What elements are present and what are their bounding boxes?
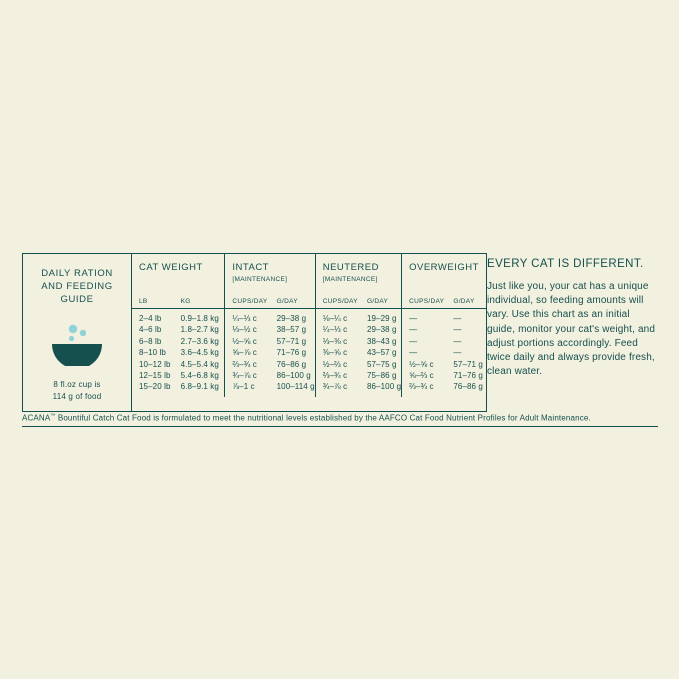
table-unit-header-row: [132, 298, 486, 309]
footnote-wrapper: [22, 407, 658, 427]
cell-kg: 5.4–6.8 kg: [180, 370, 219, 380]
cell-intact-g: 57–71 g: [276, 336, 307, 346]
header-overweight: [402, 254, 486, 298]
table-row: [132, 336, 486, 347]
cell-overweight-g: 57–71 g: [453, 359, 483, 369]
brand-name: ACANA: [22, 413, 51, 423]
cell-neutered-cups: ¼–⅓ c: [315, 324, 360, 335]
cell-neutered-cups: ⅜–⅝ c: [315, 347, 360, 358]
unit-neutered-g: G/DAY: [360, 298, 402, 309]
cell-intact-cups: ¼–⅓ c: [225, 309, 270, 325]
cell-kg: 4.5–5.4 kg: [180, 359, 219, 369]
cell-neutered-cups: ⅔–¾ c: [315, 370, 360, 381]
trademark-symbol: ™: [50, 413, 56, 419]
header-overweight-label: OVERWEIGHT: [409, 262, 479, 273]
table-row: [132, 370, 486, 381]
cell-neutered-g: 43–57 g: [366, 348, 397, 358]
unit-overweight-g: G/DAY: [446, 298, 486, 309]
cell-overweight-cups: ½–⅝ c: [402, 358, 447, 369]
cell-kg: 1.8–2.7 kg: [180, 325, 219, 335]
header-cat-weight: CAT WEIGHT: [139, 262, 203, 273]
right-panel-title: EVERY CAT IS DIFFERENT.: [487, 258, 644, 270]
table-row: [132, 324, 486, 335]
cell-overweight-cups: —: [402, 324, 447, 335]
cell-lb: 4–6 lb: [139, 325, 162, 335]
cat-food-bowl-icon: [46, 322, 108, 366]
cup-caption-line2: 114 g of food: [52, 392, 102, 402]
header-intact-label: INTACT: [232, 262, 269, 273]
cell-intact-g: 38–57 g: [276, 325, 307, 335]
cell-overweight-cups: ⅔–¾ c: [402, 381, 447, 397]
cell-lb: 15–20 lb: [139, 382, 171, 392]
cell-overweight-g: —: [453, 325, 462, 335]
cell-overweight-g: —: [453, 336, 462, 346]
cell-neutered-cups: ⅓–⅜ c: [315, 336, 360, 347]
cell-intact-g: 100–114 g: [276, 382, 315, 392]
cell-overweight-cups: —: [402, 336, 447, 347]
cell-neutered-g: 29–38 g: [366, 325, 397, 335]
daily-ration-panel: [22, 253, 132, 412]
cell-intact-cups: ⅓–½ c: [225, 324, 270, 335]
unit-lb: LB: [132, 298, 174, 309]
cell-overweight-g: 71–76 g: [453, 370, 483, 380]
table-row: [132, 309, 486, 325]
table-row: [132, 358, 486, 369]
cell-neutered-g: 38–43 g: [366, 336, 397, 346]
header-neutered: [315, 254, 401, 298]
cell-kg: 2.7–3.6 kg: [180, 336, 219, 346]
cell-lb: 6–8 lb: [139, 336, 162, 346]
cell-neutered-g: 86–100 g: [366, 382, 402, 392]
cell-lb: 12–15 lb: [139, 370, 171, 380]
cell-overweight-cups: —: [402, 309, 447, 325]
cell-intact-g: 71–76 g: [276, 348, 307, 358]
table-row: [132, 347, 486, 358]
aafco-statement-text: Bountiful Catch Cat Food is formulated to meet the nutritional levels established by the AAFCO Cat Food Nutrient Profiles for Adult Maintenance.: [55, 413, 591, 423]
cell-lb: 8–10 lb: [139, 348, 166, 358]
cell-intact-cups: ¾–⅞ c: [225, 370, 270, 381]
cell-overweight-cups: —: [402, 347, 447, 358]
cell-intact-g: 29–38 g: [276, 314, 307, 323]
feeding-table: [132, 254, 486, 397]
cell-lb: 10–12 lb: [139, 359, 171, 369]
daily-ration-title: DAILY RATION AND FEEDING GUIDE: [41, 268, 113, 305]
cell-kg: 6.8–9.1 kg: [180, 382, 219, 392]
cell-overweight-g: —: [453, 314, 462, 323]
cell-neutered-cups: ¾–⅞ c: [315, 381, 360, 397]
cell-intact-g: 76–86 g: [276, 359, 307, 369]
cup-caption-line1: 8 fl.oz cup is: [53, 380, 101, 390]
header-intact-sub: [MAINTENANCE]: [232, 275, 288, 283]
cell-intact-g: 86–100 g: [276, 370, 311, 380]
cell-intact-cups: ⅝–⅞ c: [225, 347, 270, 358]
table-row: [132, 381, 486, 397]
unit-neutered-cups: CUPS/DAY: [315, 298, 360, 309]
unit-overweight-cups: CUPS/DAY: [402, 298, 447, 309]
right-panel-body: Just like you, your cat has a unique individual, so feeding amounts will vary. Use this chart as an initial guide, monitor your cat's weight, and adjust portions accordingly. Feed twice daily and always provide fresh, clean water.: [487, 281, 656, 378]
cell-lb: 2–4 lb: [139, 314, 162, 323]
cup-conversion-caption: [31, 379, 123, 402]
header-intact: [225, 254, 315, 298]
table-group-header-row: [132, 254, 486, 298]
cell-kg: 3.6–4.5 kg: [180, 348, 219, 358]
cell-intact-cups: ⅔–¾ c: [225, 358, 270, 369]
aafco-statement: [22, 407, 658, 423]
bowl-illustration-wrap: [31, 322, 123, 366]
unit-intact-cups: CUPS/DAY: [225, 298, 270, 309]
cell-intact-cups: ⅞–1 c: [225, 381, 270, 397]
cell-overweight-g: —: [453, 348, 462, 358]
cell-neutered-cups: ½–⅔ c: [315, 358, 360, 369]
feeding-table-wrapper: [132, 253, 487, 412]
cell-neutered-g: 57–75 g: [366, 359, 397, 369]
header-neutered-label: NEUTERED: [322, 262, 379, 273]
unit-kg: KG: [174, 298, 225, 309]
cell-kg: 0.9–1.8 kg: [180, 314, 219, 323]
cell-neutered-g: 19–29 g: [366, 314, 397, 323]
unit-intact-g: G/DAY: [270, 298, 316, 309]
cell-neutered-cups: ⅛–¼ c: [315, 309, 360, 325]
header-neutered-sub: [MAINTENANCE]: [322, 275, 378, 283]
cell-neutered-g: 75–86 g: [366, 370, 397, 380]
cell-overweight-cups: ⅝–⅔ c: [402, 370, 447, 381]
cell-intact-cups: ½–⅝ c: [225, 336, 270, 347]
cell-overweight-g: 76–86 g: [453, 382, 483, 392]
every-cat-is-different-panel: [487, 258, 657, 379]
